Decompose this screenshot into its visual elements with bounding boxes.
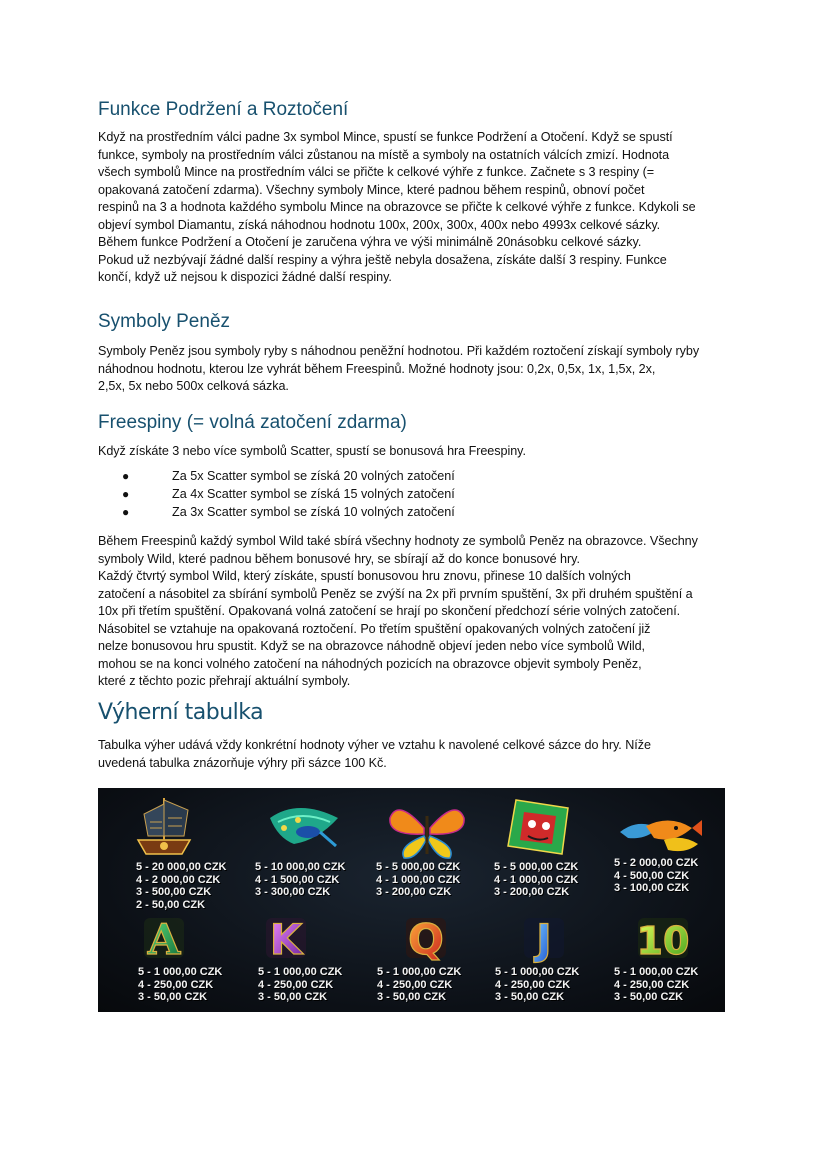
- pay-line: 5 - 5 000,00 CZK: [494, 861, 579, 873]
- pay-line: 4 - 250,00 CZK: [495, 978, 571, 991]
- paytable-pays-j: [495, 966, 579, 1004]
- paytable-pays-kite: [494, 861, 578, 899]
- pay-line: 3 - 300,00 CZK: [255, 886, 331, 898]
- text-line: Pokud už nezbývají žádné další respiny a výhra ještě nebyla dosažena, získáte další 3 respiny. Funkce: [98, 252, 667, 267]
- text-line: mohou se na konci volného zatočení na náhodných pozicích na obrazovce objevit symboly Peněz,: [98, 656, 642, 671]
- number-10-icon: [637, 918, 690, 963]
- heading-money-symbols: Symboly Peněz: [98, 311, 231, 332]
- heading-hold-spin: Funkce Podržení a Roztočení: [98, 99, 349, 120]
- pay-line: 5 - 1 000,00 CZK: [495, 966, 580, 978]
- bullet-icon: ●: [122, 469, 130, 483]
- letter-k-icon: [266, 915, 306, 964]
- paytable-pays-q: [377, 966, 461, 1004]
- pay-line: 3 - 200,00 CZK: [376, 886, 452, 898]
- svg-text:10: 10: [636, 919, 690, 963]
- pay-line: 3 - 50,00 CZK: [258, 991, 328, 1003]
- pay-line: 4 - 250,00 CZK: [258, 978, 334, 991]
- text-line: Násobitel se vztahuje na opakovaná roztočení. Po třetím spuštění opakovaných volných zatočení již: [98, 621, 651, 636]
- svg-text:J: J: [536, 915, 552, 964]
- pay-line: 2 - 50,00 CZK: [136, 898, 206, 911]
- text-line: Symboly Peněz jsou symboly ryby s náhodnou peněžní hodnotou. Při každém roztočení získají symboly ryby: [98, 344, 700, 358]
- pay-line: 3 - 200,00 CZK: [494, 886, 570, 898]
- koi-fish-icon: [620, 820, 702, 851]
- text-line: respinů na 3 a hodnota každého symbolu Mince na obrazovce se přičte k celkové výhře z funkce. Kdykoli se: [98, 200, 696, 214]
- pay-line: 5 - 1 000,00 CZK: [614, 966, 699, 978]
- pay-line: 3 - 50,00 CZK: [495, 991, 565, 1003]
- svg-text:K: K: [269, 915, 303, 964]
- paytable-pays-a: [138, 966, 222, 1004]
- pay-line: 4 - 1 500,00 CZK: [255, 873, 340, 886]
- list-item: [98, 485, 455, 503]
- text-line: Během funkce Podržení a Otočení je zaručena výhra ve výši minimálně 20násobku celkové sázky.: [98, 235, 642, 249]
- text-line: uvedená tabulka znázorňuje výhry při sázce 100 Kč.: [98, 755, 387, 770]
- pay-line: 5 - 20 000,00 CZK: [136, 861, 227, 873]
- pay-line: 4 - 2 000,00 CZK: [136, 873, 221, 886]
- letter-q-icon: [406, 915, 446, 964]
- list-item-text: Za 3x Scatter symbol se získá 10 volných zatočení: [172, 505, 455, 519]
- text-line: náhodnou hodnotu, kterou lze vyhrát během Freespinů. Možné hodnoty jsou: 0,2x, 0,5x, 1x, 1,5x, 2x,: [98, 361, 656, 376]
- paytable-pays-k: [258, 966, 342, 1004]
- paragraph-paytable: [98, 737, 738, 772]
- pay-line: 5 - 1 000,00 CZK: [377, 966, 462, 978]
- text-line: funkce, symboly na prostředním válci zůstanou na místě a symboly na ostatních válcích zmizí. Hodnota: [98, 147, 670, 162]
- paragraph-money-symbols: [98, 343, 738, 396]
- pay-line: 3 - 50,00 CZK: [138, 991, 208, 1003]
- pay-line: 4 - 250,00 CZK: [614, 978, 690, 991]
- peacock-icon: [270, 808, 338, 846]
- text-line: Během Freespinů každý symbol Wild také sbírá všechny hodnoty ze symbolů Peněz na obrazovce. Všechny: [98, 534, 698, 548]
- text-line: 10x při třetím spuštění. Opakovaná volná zatočení se hrají po skončení předchozí série volných zatočení.: [98, 604, 681, 618]
- text-line: všech symbolů Mince na prostředním válci se přičte k celkové výhře z funkce. Začnete s 3 respiny (=: [98, 165, 655, 179]
- pay-line: 4 - 250,00 CZK: [377, 978, 453, 991]
- text-line: opakovaná zatočení zdarma). Všechny symboly Mince, které padnou během respinů, obnoví počet: [98, 182, 645, 197]
- list-item-text: Za 5x Scatter symbol se získá 20 volných zatočení: [172, 469, 455, 483]
- bullet-icon: ●: [122, 487, 130, 501]
- paytable-pays-ship: [136, 861, 227, 911]
- heading-paytable: Výherní tabulka: [98, 700, 264, 725]
- kite-mask-icon: [508, 800, 568, 854]
- paragraph-hold-spin: [98, 129, 738, 287]
- pay-line: 5 - 10 000,00 CZK: [255, 861, 346, 873]
- letter-j-icon: [524, 915, 564, 964]
- paragraph-freespins-intro: Když získáte 3 nebo více symbolů Scatter, spustí se bonusová hra Freespiny.: [98, 444, 526, 458]
- text-line: Když na prostředním válci padne 3x symbol Mince, spustí se funkce Podržení a Otočení. Když se spustí: [98, 130, 673, 144]
- pay-line: 3 - 100,00 CZK: [614, 882, 690, 894]
- pay-line: 5 - 2 000,00 CZK: [614, 857, 699, 869]
- svg-text:A: A: [147, 915, 181, 964]
- pay-line: 5 - 1 000,00 CZK: [138, 966, 223, 978]
- text-line: Tabulka výher udává vždy konkrétní hodnoty výher ve vztahu k navolené celkové sázce do hry. Níže: [98, 738, 651, 752]
- paytable-pays-peacock: [255, 861, 346, 899]
- paragraph-freespins-details: [98, 533, 738, 691]
- text-line: které z těchto pozic přehrají aktuální symboly.: [98, 674, 351, 688]
- list-item: [98, 467, 455, 485]
- pay-line: 3 - 50,00 CZK: [377, 991, 447, 1003]
- text-line: končí, když už nejsou k dispozici žádné další respiny.: [98, 270, 392, 284]
- text-line: symboly Wild, které padnou během bonusové hry, se sbírají až do konce bonusové hry.: [98, 551, 580, 566]
- freespins-bullet-list: [98, 467, 455, 521]
- list-item-text: Za 4x Scatter symbol se získá 15 volných zatočení: [172, 487, 455, 501]
- pay-line: 4 - 250,00 CZK: [138, 978, 214, 991]
- pay-line: 4 - 1 000,00 CZK: [494, 873, 579, 886]
- paytable-pays-butterfly: [376, 861, 460, 899]
- paytable-image: [98, 788, 725, 1012]
- pay-line: 5 - 1 000,00 CZK: [258, 966, 343, 978]
- pay-line: 3 - 50,00 CZK: [614, 991, 684, 1003]
- text-line: Každý čtvrtý symbol Wild, který získáte, spustí bonusovou hru znovu, přinese 10 dalších volných: [98, 569, 631, 583]
- text-line: objeví symbol Diamantu, získá náhodnou hodnotu 100x, 200x, 300x, 400x nebo 4993x celkové sázky.: [98, 217, 661, 232]
- svg-text:Q: Q: [408, 915, 444, 964]
- pay-line: 4 - 1 000,00 CZK: [376, 873, 461, 886]
- text-line: nelze bonusovou hru spustit. Když se na obrazovce náhodně objeví jeden nebo více symbolů Wild,: [98, 639, 645, 653]
- pay-line: 5 - 5 000,00 CZK: [376, 861, 461, 873]
- pay-line: 4 - 500,00 CZK: [614, 869, 690, 882]
- letter-a-icon: [144, 915, 184, 964]
- ship-icon: [138, 798, 190, 854]
- list-item: [98, 503, 455, 521]
- pay-line: 3 - 500,00 CZK: [136, 886, 212, 898]
- heading-freespins: Freespiny (= volná zatočení zdarma): [98, 412, 407, 433]
- paytable-pays-koi: [614, 857, 698, 895]
- text-line: zatočení a násobitel za sbírání symbolů Peněz se zvýší na 2x při prvním spuštění, 3x při druhém spuštění a: [98, 586, 693, 601]
- text-line: 2,5x, 5x nebo 500x celková sázka.: [98, 379, 289, 393]
- bullet-icon: ●: [122, 505, 130, 519]
- paytable-pays-10: [614, 966, 698, 1004]
- butterfly-icon: [390, 810, 464, 858]
